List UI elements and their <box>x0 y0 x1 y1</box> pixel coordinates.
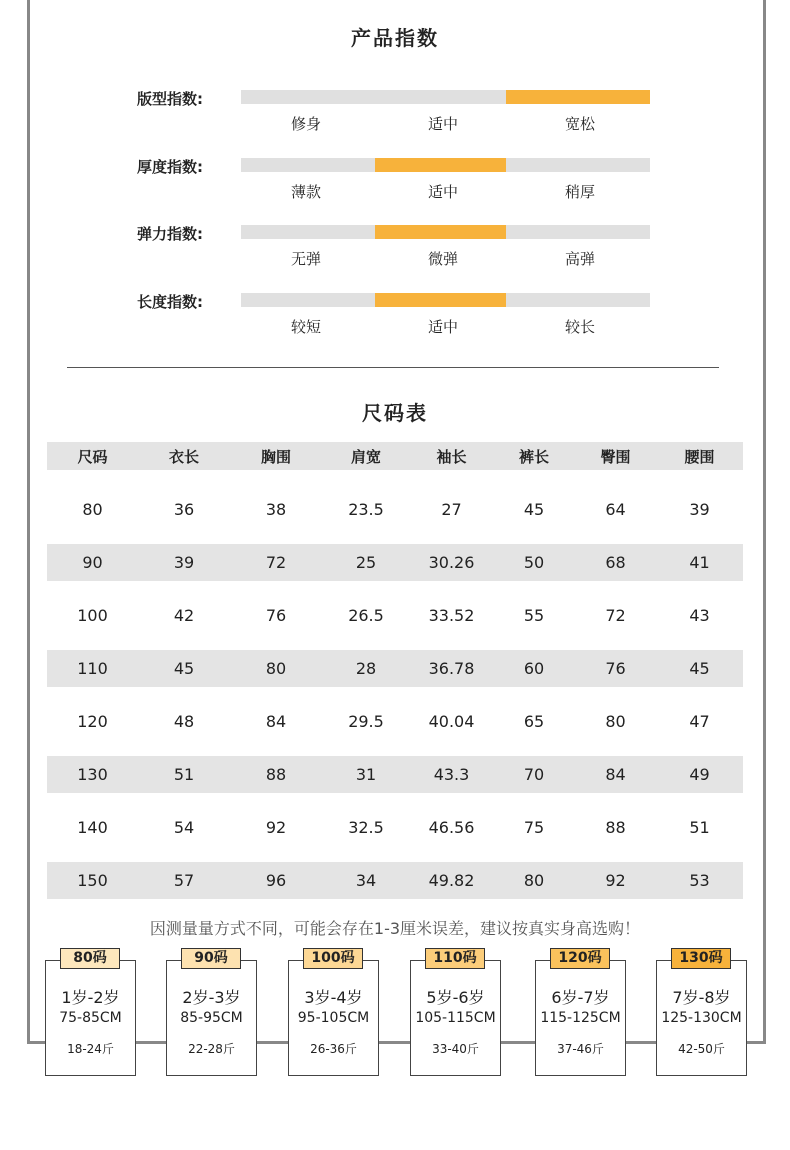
table-cell: 76 <box>265 606 287 625</box>
table-cell: 26.5 <box>348 606 384 625</box>
index-label: 长度指数: <box>137 292 203 311</box>
table-cell: 65 <box>523 712 545 731</box>
frame-left <box>27 0 30 1044</box>
table-cell: 39 <box>173 553 195 572</box>
table-cell: 55 <box>523 606 545 625</box>
table-cell: 51 <box>173 765 195 784</box>
table-cell: 88 <box>265 765 287 784</box>
column-header: 裤长 <box>518 447 549 466</box>
column-header: 袖长 <box>436 447 467 466</box>
table-row <box>47 862 743 899</box>
card-age: 1岁-2岁 <box>61 988 120 1007</box>
table-cell: 31 <box>355 765 377 784</box>
table-cell: 75 <box>523 818 545 837</box>
index-option: 无弹 <box>290 250 321 268</box>
table-row <box>47 544 743 581</box>
table-cell: 150 <box>77 871 108 890</box>
size-badge: 100码 <box>303 948 363 969</box>
table-cell: 25 <box>355 553 377 572</box>
table-row <box>47 650 743 687</box>
index-option: 较短 <box>290 317 321 336</box>
size-card <box>410 960 501 1076</box>
card-age: 5岁-6岁 <box>426 988 485 1007</box>
table-cell: 30.26 <box>428 553 475 572</box>
index-label: 厚度指数: <box>137 157 203 176</box>
size-card <box>45 960 136 1076</box>
card-height: 75-85CM <box>59 1010 122 1026</box>
table-row <box>47 597 743 634</box>
size-card <box>288 960 379 1076</box>
table-cell: 88 <box>605 818 626 837</box>
table-cell: 76 <box>605 659 626 678</box>
table-cell: 34 <box>355 871 377 890</box>
table-cell: 45 <box>173 659 195 678</box>
table-cell: 27 <box>441 500 462 519</box>
card-weight: 42-50斤 <box>678 1042 725 1056</box>
table-row <box>47 491 743 528</box>
table-cell: 36 <box>173 500 195 519</box>
column-header: 臀围 <box>600 447 631 466</box>
table-cell: 96 <box>265 871 287 890</box>
index-label: 版型指数: <box>137 90 203 108</box>
index-option: 稍厚 <box>564 182 595 201</box>
table-cell: 140 <box>77 818 108 837</box>
table-cell: 42 <box>173 606 195 625</box>
table-cell: 120 <box>77 712 108 731</box>
table-cell: 60 <box>523 659 545 678</box>
card-age: 6岁-7岁 <box>551 988 610 1007</box>
table-cell: 54 <box>173 818 195 837</box>
table-cell: 64 <box>605 500 626 519</box>
index-option: 薄款 <box>290 182 321 201</box>
index-bar-fill <box>375 225 506 239</box>
table-cell: 28 <box>355 659 377 678</box>
table-cell: 47 <box>689 712 710 731</box>
table-row <box>47 809 743 846</box>
card-weight: 33-40斤 <box>432 1042 479 1056</box>
index-title: 产品指数 <box>351 26 439 50</box>
size-card <box>535 960 626 1076</box>
column-header: 胸围 <box>260 447 291 466</box>
table-row <box>47 756 743 793</box>
table-cell: 92 <box>265 818 287 837</box>
size-table-header <box>47 442 743 470</box>
table-cell: 29.5 <box>348 712 384 731</box>
card-weight: 22-28斤 <box>188 1042 235 1056</box>
index-option: 适中 <box>427 182 458 201</box>
table-cell: 80 <box>82 500 103 519</box>
index-bar <box>241 158 650 172</box>
index-bar <box>241 225 650 239</box>
size-badge: 110码 <box>425 948 485 969</box>
table-cell: 38 <box>265 500 287 519</box>
table-cell: 43 <box>689 606 710 625</box>
column-header: 衣长 <box>168 447 199 466</box>
table-cell: 48 <box>173 712 195 731</box>
size-card <box>166 960 257 1076</box>
card-height: 95-105CM <box>297 1010 370 1026</box>
index-option: 宽松 <box>564 115 595 133</box>
table-cell: 45 <box>689 659 710 678</box>
card-height: 105-115CM <box>415 1010 496 1026</box>
table-cell: 36.78 <box>428 659 475 678</box>
size-badge: 90码 <box>181 948 241 969</box>
table-cell: 53 <box>689 871 710 890</box>
index-option: 微弹 <box>427 250 458 268</box>
table-cell: 49 <box>689 765 710 784</box>
card-age: 7岁-8岁 <box>672 988 731 1007</box>
card-height: 115-125CM <box>540 1010 621 1026</box>
table-cell: 84 <box>265 712 287 731</box>
size-card <box>656 960 747 1076</box>
table-cell: 50 <box>523 553 545 572</box>
table-cell: 80 <box>605 712 626 731</box>
index-option: 适中 <box>427 317 458 336</box>
index-option: 较长 <box>564 317 595 336</box>
size-title: 尺码表 <box>362 401 428 425</box>
index-bar <box>241 293 650 307</box>
table-cell: 45 <box>523 500 545 519</box>
table-cell: 90 <box>82 553 103 572</box>
table-cell: 41 <box>689 553 710 572</box>
index-bar-fill <box>375 158 506 172</box>
table-cell: 33.52 <box>428 606 475 625</box>
column-header: 肩宽 <box>350 447 381 466</box>
frame-right <box>763 0 766 1044</box>
table-cell: 84 <box>605 765 626 784</box>
table-cell: 72 <box>265 553 287 572</box>
table-cell: 51 <box>689 818 710 837</box>
card-age: 3岁-4岁 <box>304 988 363 1007</box>
size-badge: 80码 <box>60 948 120 969</box>
size-badge: 120码 <box>550 948 610 969</box>
index-option: 适中 <box>427 115 458 133</box>
table-cell: 46.56 <box>428 818 475 837</box>
table-cell: 40.04 <box>428 712 475 731</box>
card-weight: 18-24斤 <box>67 1042 114 1056</box>
table-cell: 100 <box>77 606 108 625</box>
table-row <box>47 703 743 740</box>
table-cell: 32.5 <box>348 818 384 837</box>
table-cell: 72 <box>605 606 626 625</box>
table-cell: 110 <box>77 659 108 678</box>
table-cell: 80 <box>523 871 545 890</box>
card-age: 2岁-3岁 <box>182 988 241 1007</box>
table-cell: 70 <box>523 765 545 784</box>
size-badge: 130码 <box>671 948 731 969</box>
index-label: 弹力指数: <box>137 225 203 243</box>
index-option: 高弹 <box>564 250 595 268</box>
table-cell: 68 <box>605 553 626 572</box>
divider <box>67 367 719 368</box>
index-option: 修身 <box>290 115 321 133</box>
table-cell: 130 <box>77 765 108 784</box>
table-cell: 43.3 <box>433 765 470 784</box>
index-bar-fill <box>375 293 506 307</box>
index-bar-fill <box>506 90 650 104</box>
column-header: 尺码 <box>77 447 108 466</box>
table-cell: 57 <box>173 871 195 890</box>
table-cell: 80 <box>265 659 287 678</box>
table-cell: 92 <box>605 871 626 890</box>
measurement-note: 因测量量方式不同，可能会存在1-3厘米误差，建议按真实身高选购！ <box>149 919 641 938</box>
card-weight: 37-46斤 <box>557 1042 604 1056</box>
table-cell: 49.82 <box>428 871 475 890</box>
column-header: 腰围 <box>684 447 715 466</box>
card-weight: 26-36斤 <box>310 1042 357 1056</box>
table-cell: 23.5 <box>348 500 384 519</box>
table-cell: 39 <box>689 500 710 519</box>
card-height: 125-130CM <box>661 1010 742 1026</box>
index-bar <box>241 90 650 104</box>
card-height: 85-95CM <box>180 1010 243 1026</box>
